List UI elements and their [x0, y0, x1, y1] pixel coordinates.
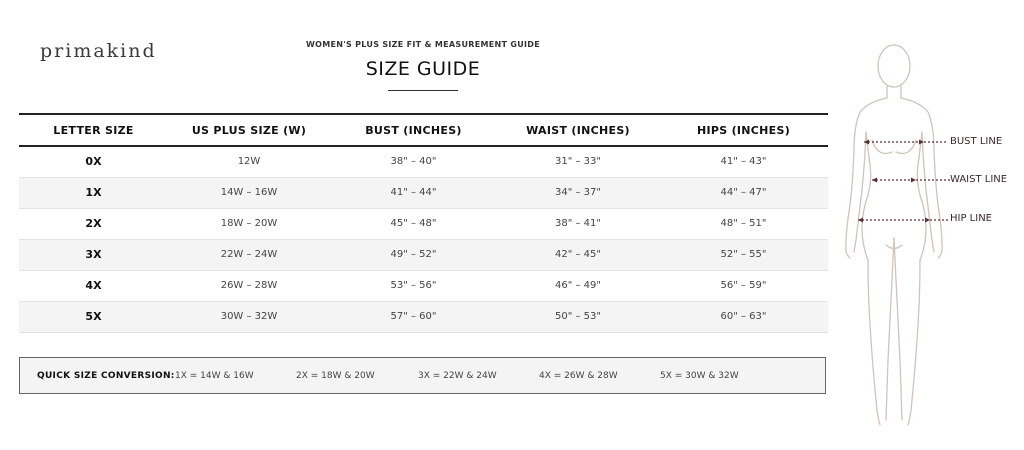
cell-us-plus-size: 22W – 24W [168, 239, 330, 270]
size-table [19, 113, 828, 333]
cell-waist: 38" – 41" [497, 208, 659, 239]
cell-hips: 60" – 63" [659, 301, 828, 332]
cell-waist: 42" – 45" [497, 239, 659, 270]
table-row [19, 301, 828, 332]
cell-letter-size: 4X [19, 270, 168, 301]
head-outline [878, 45, 910, 87]
cell-letter-size: 1X [19, 177, 168, 208]
cell-bust: 57" – 60" [330, 301, 497, 332]
cell-us-plus-size: 14W – 16W [168, 177, 330, 208]
right-leg-inner [894, 238, 902, 420]
cell-letter-size: 5X [19, 301, 168, 332]
left-leg-inner [886, 238, 894, 420]
table-header-row [19, 114, 828, 146]
left-leg-outer [868, 260, 880, 425]
table-row [19, 239, 828, 270]
cell-bust: 45" – 48" [330, 208, 497, 239]
cell-waist: 31" – 33" [497, 146, 659, 177]
waist-arrow-right-icon [911, 178, 916, 183]
table-row [19, 270, 828, 301]
quick-size-conversion-box [19, 357, 826, 394]
conversion-item: 3X = 22W & 24W [418, 371, 497, 381]
guide-subtitle: WOMEN'S PLUS SIZE FIT & MEASUREMENT GUIDE [305, 40, 540, 49]
right-arm-outer [901, 98, 942, 258]
cell-bust: 53" – 56" [330, 270, 497, 301]
cell-us-plus-size: 30W – 32W [168, 301, 330, 332]
page-title: SIZE GUIDE [365, 58, 481, 80]
conversion-item: 1X = 14W & 16W [175, 371, 254, 381]
waist-arrow-left-icon [872, 178, 877, 183]
cell-hips: 44" – 47" [659, 177, 828, 208]
table-row [19, 177, 828, 208]
right-leg-outer [908, 260, 920, 425]
left-arm-inner [854, 132, 866, 252]
title-underline [388, 90, 458, 91]
cell-bust: 38" – 40" [330, 146, 497, 177]
conversion-item: 2X = 18W & 20W [296, 371, 375, 381]
header-waist: WAIST (INCHES) [497, 114, 659, 146]
conversion-item: 5X = 30W & 32W [660, 371, 739, 381]
hip-line-label: HIP LINE [950, 213, 992, 224]
header-bust: BUST (INCHES) [330, 114, 497, 146]
cell-bust: 41" – 44" [330, 177, 497, 208]
table-row [19, 146, 828, 177]
header-us-plus-size: US PLUS SIZE (W) [168, 114, 330, 146]
cell-waist: 34" – 37" [497, 177, 659, 208]
torso-left [862, 132, 871, 260]
cell-letter-size: 0X [19, 146, 168, 177]
conversion-item: 4X = 26W & 28W [539, 371, 618, 381]
neck-outline [887, 86, 901, 98]
body-measurement-figure [838, 40, 1024, 440]
cell-hips: 52" – 55" [659, 239, 828, 270]
cell-bust: 49" – 52" [330, 239, 497, 270]
left-arm-outer [846, 98, 887, 258]
cell-us-plus-size: 26W – 28W [168, 270, 330, 301]
table-row [19, 208, 828, 239]
cell-hips: 48" – 51" [659, 208, 828, 239]
header-letter-size: LETTER SIZE [19, 114, 168, 146]
header-hips: HIPS (INCHES) [659, 114, 828, 146]
waist-line-label: WAIST LINE [950, 174, 1008, 185]
conversion-label: QUICK SIZE CONVERSION: [37, 371, 175, 381]
cell-waist: 46" – 49" [497, 270, 659, 301]
bust-line-label: BUST LINE [950, 136, 1003, 147]
cell-hips: 41" – 43" [659, 146, 828, 177]
brand-logo: primakind [40, 40, 157, 62]
right-arm-inner [922, 132, 934, 252]
cell-us-plus-size: 12W [168, 146, 330, 177]
body-silhouette-illustration [838, 40, 1024, 440]
torso-right [917, 132, 926, 260]
cell-waist: 50" – 53" [497, 301, 659, 332]
cell-letter-size: 3X [19, 239, 168, 270]
cell-hips: 56" – 59" [659, 270, 828, 301]
cell-letter-size: 2X [19, 208, 168, 239]
cell-us-plus-size: 18W – 20W [168, 208, 330, 239]
